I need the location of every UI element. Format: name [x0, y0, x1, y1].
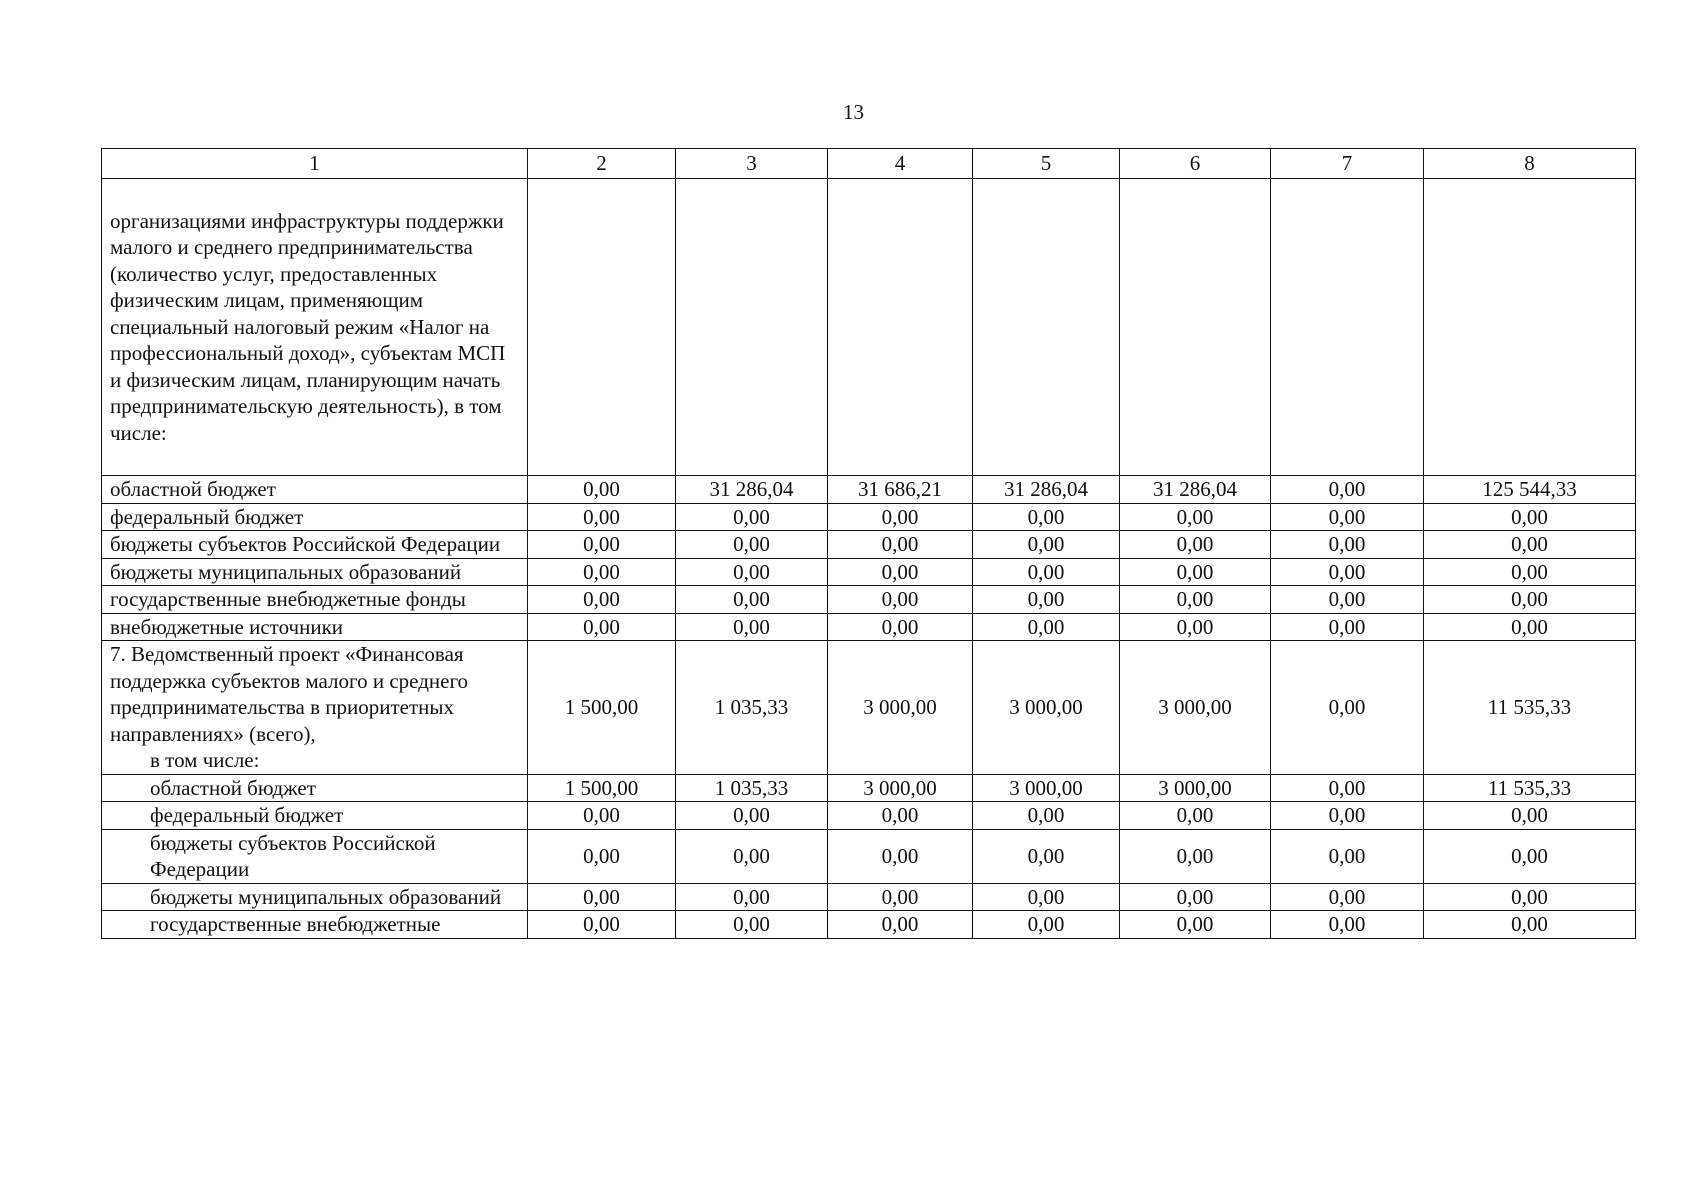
row-label: бюджеты субъектов Российской Федерации — [102, 531, 528, 559]
table-row — [102, 911, 1636, 939]
cell-value — [1120, 179, 1271, 476]
cell-value: 0,00 — [528, 503, 676, 531]
cell-value: 0,00 — [973, 586, 1120, 614]
cell-value: 31 286,04 — [1120, 476, 1271, 504]
cell-value: 1 500,00 — [528, 774, 676, 802]
table-row — [102, 883, 1636, 911]
row-label: областной бюджет — [102, 774, 528, 802]
cell-value — [1424, 179, 1636, 476]
column-header-2: 2 — [528, 149, 676, 179]
cell-value: 0,00 — [973, 503, 1120, 531]
cell-value: 0,00 — [676, 586, 828, 614]
cell-value: 0,00 — [676, 883, 828, 911]
cell-value: 0,00 — [528, 586, 676, 614]
cell-value: 0,00 — [1424, 883, 1636, 911]
cell-value: 3 000,00 — [1120, 641, 1271, 775]
cell-value: 0,00 — [1271, 883, 1424, 911]
column-header-5: 5 — [973, 149, 1120, 179]
table-row — [102, 829, 1636, 883]
column-header-8: 8 — [1424, 149, 1636, 179]
row-label: государственные внебюджетные — [102, 911, 528, 939]
project-title: 7. Ведомственный проект «Финансовая поддержка субъектов малого и среднего предпринимательства в приоритетных направлениях» (всего), — [110, 642, 469, 746]
cell-value: 0,00 — [528, 476, 676, 504]
table-row — [102, 802, 1636, 830]
cell-value: 0,00 — [1271, 476, 1424, 504]
cell-value: 0,00 — [1424, 558, 1636, 586]
cell-value: 0,00 — [676, 503, 828, 531]
cell-value — [973, 179, 1120, 476]
cell-value: 0,00 — [676, 829, 828, 883]
cell-value: 0,00 — [528, 558, 676, 586]
row-label: организациями инфраструктуры поддержки малого и среднего предпринимательства (количество услуг, предоставленных физическим лицам, применяющим специальный налоговый режим «Налог на профессиональный доход», субъектам МСП и физическим лицам, планирующим начать предпринимательскую деятельность), в том числе: — [102, 179, 528, 476]
cell-value: 0,00 — [1424, 531, 1636, 559]
table-row — [102, 641, 1636, 775]
cell-value — [828, 179, 973, 476]
row-label: областной бюджет — [102, 476, 528, 504]
cell-value: 0,00 — [1120, 531, 1271, 559]
cell-value: 0,00 — [1120, 829, 1271, 883]
cell-value: 0,00 — [1424, 613, 1636, 641]
cell-value: 3 000,00 — [973, 774, 1120, 802]
cell-value — [528, 179, 676, 476]
cell-value: 0,00 — [1271, 586, 1424, 614]
cell-value: 0,00 — [828, 613, 973, 641]
cell-value: 0,00 — [528, 911, 676, 939]
cell-value: 0,00 — [1424, 802, 1636, 830]
cell-value: 0,00 — [1271, 641, 1424, 775]
cell-value: 0,00 — [528, 883, 676, 911]
cell-value: 0,00 — [973, 531, 1120, 559]
cell-value: 0,00 — [1271, 613, 1424, 641]
table-row — [102, 476, 1636, 504]
cell-value: 1 035,33 — [676, 641, 828, 775]
cell-value: 1 500,00 — [528, 641, 676, 775]
column-header-1: 1 — [102, 149, 528, 179]
cell-value: 0,00 — [828, 911, 973, 939]
cell-value: 125 544,33 — [1424, 476, 1636, 504]
cell-value: 0,00 — [1120, 802, 1271, 830]
row-label: бюджеты муниципальных образований — [102, 883, 528, 911]
table-row — [102, 613, 1636, 641]
row-label: бюджеты субъектов Российской Федерации — [102, 829, 528, 883]
cell-value: 31 286,04 — [676, 476, 828, 504]
cell-value: 0,00 — [528, 531, 676, 559]
project-sublabel: в том числе: — [150, 748, 260, 772]
cell-value: 0,00 — [676, 911, 828, 939]
cell-value: 0,00 — [1120, 558, 1271, 586]
row-label: государственные внебюджетные фонды — [102, 586, 528, 614]
cell-value: 0,00 — [676, 531, 828, 559]
cell-value — [1271, 179, 1424, 476]
table-row — [102, 531, 1636, 559]
cell-value: 11 535,33 — [1424, 641, 1636, 775]
cell-value: 0,00 — [528, 829, 676, 883]
cell-value: 0,00 — [828, 503, 973, 531]
cell-value: 11 535,33 — [1424, 774, 1636, 802]
cell-value: 0,00 — [1271, 503, 1424, 531]
row-label: бюджеты муниципальных образований — [102, 558, 528, 586]
cell-value — [676, 179, 828, 476]
cell-value: 31 286,04 — [973, 476, 1120, 504]
table-row — [102, 774, 1636, 802]
cell-value: 0,00 — [676, 613, 828, 641]
table-row — [102, 179, 1636, 476]
table-row — [102, 558, 1636, 586]
cell-value: 0,00 — [1271, 911, 1424, 939]
cell-value: 0,00 — [1120, 911, 1271, 939]
cell-value: 0,00 — [1120, 883, 1271, 911]
cell-value: 0,00 — [973, 613, 1120, 641]
table-row — [102, 586, 1636, 614]
cell-value: 0,00 — [1424, 911, 1636, 939]
cell-value: 1 035,33 — [676, 774, 828, 802]
column-header-6: 6 — [1120, 149, 1271, 179]
cell-value: 0,00 — [528, 613, 676, 641]
row-label: федеральный бюджет — [102, 802, 528, 830]
cell-value: 0,00 — [528, 802, 676, 830]
page-number: 13 — [843, 100, 864, 124]
cell-value: 0,00 — [676, 558, 828, 586]
cell-value: 0,00 — [828, 558, 973, 586]
cell-value: 31 686,21 — [828, 476, 973, 504]
column-header-3: 3 — [676, 149, 828, 179]
row-label: внебюджетные источники — [102, 613, 528, 641]
column-header-4: 4 — [828, 149, 973, 179]
cell-value: 0,00 — [973, 829, 1120, 883]
cell-value: 0,00 — [828, 829, 973, 883]
cell-value: 0,00 — [676, 802, 828, 830]
cell-value: 0,00 — [1424, 829, 1636, 883]
cell-value: 0,00 — [973, 558, 1120, 586]
cell-value: 0,00 — [1271, 531, 1424, 559]
cell-value: 3 000,00 — [828, 774, 973, 802]
budget-table — [101, 148, 1636, 939]
cell-value: 3 000,00 — [973, 641, 1120, 775]
cell-value: 0,00 — [828, 586, 973, 614]
cell-value: 0,00 — [1271, 829, 1424, 883]
column-header-7: 7 — [1271, 149, 1424, 179]
row-label: федеральный бюджет — [102, 503, 528, 531]
cell-value: 3 000,00 — [1120, 774, 1271, 802]
row-label — [102, 641, 528, 775]
cell-value: 0,00 — [973, 883, 1120, 911]
cell-value: 3 000,00 — [828, 641, 973, 775]
cell-value: 0,00 — [973, 802, 1120, 830]
cell-value: 0,00 — [828, 802, 973, 830]
table-row — [102, 503, 1636, 531]
cell-value: 0,00 — [973, 911, 1120, 939]
cell-value: 0,00 — [1424, 586, 1636, 614]
cell-value: 0,00 — [828, 531, 973, 559]
cell-value: 0,00 — [828, 883, 973, 911]
cell-value: 0,00 — [1120, 503, 1271, 531]
cell-value: 0,00 — [1120, 613, 1271, 641]
header-row — [102, 149, 1636, 179]
cell-value: 0,00 — [1271, 558, 1424, 586]
cell-value: 0,00 — [1424, 503, 1636, 531]
cell-value: 0,00 — [1120, 586, 1271, 614]
cell-value: 0,00 — [1271, 774, 1424, 802]
cell-value: 0,00 — [1271, 802, 1424, 830]
